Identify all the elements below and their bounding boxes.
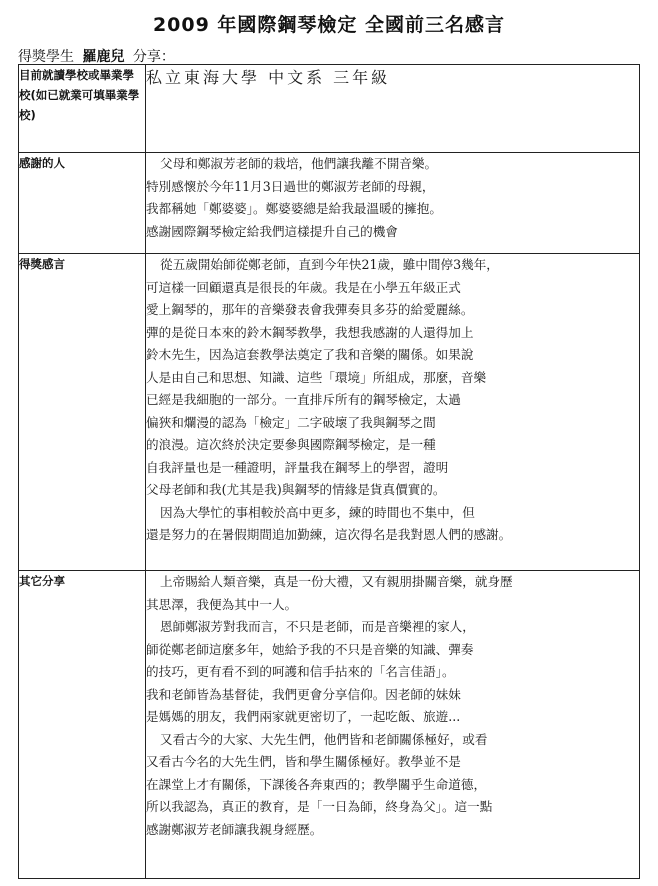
other-line: 是媽媽的朋友，我們兩家就更密切了，一起吃飯、旅遊...: [146, 709, 461, 724]
award-line: 父母老師和我(尤其是我)與鋼琴的情緣是貨真價實的。: [146, 482, 446, 497]
award-line: 可這樣一回顧還真是很長的年歲。我是在小學五年級正式: [146, 279, 461, 295]
other-line: 我和老師皆為基督徒，我們更會分享信仰。因老師的妹妹: [146, 686, 461, 702]
thanks-row: [19, 153, 640, 254]
winner-suffix: 分享：: [132, 49, 175, 65]
thanks-line: 我都稱她「鄭婆婆」。鄭婆婆總是給我最溫暖的擁抱。: [146, 201, 442, 216]
thanks-label: 感謝的人: [19, 153, 146, 254]
testimonial-form: [18, 64, 640, 879]
other-line: 所以我認為，真正的教育，是「一日為師，終身為父」。這一點: [146, 799, 493, 814]
other-line: 在課堂上才有關係，下課後各奔東西的；教學關乎生命道德，: [146, 776, 487, 792]
winner-line: [18, 46, 175, 66]
other-line: 感謝鄭淑芳老師讓我親身經歷。: [146, 821, 323, 837]
other-line: 上帝賜給人類音樂，真是一份大禮，又有親朋掛關音樂，就身歷: [160, 574, 513, 589]
other-label: 其它分享: [19, 571, 146, 879]
award-line: 人是由自己和思想、知識、這些「環境」所組成，那麼，音樂: [146, 369, 487, 385]
thanks-line: 感謝國際鋼琴檢定給我們這樣提升自己的機會: [146, 223, 398, 239]
other-line: 其思澤，我便為其中一人。: [146, 596, 298, 612]
award-line: 從五歲開始師從鄭老師，直到今年快21歲，雖中間停3幾年，: [160, 257, 499, 272]
other-row: [19, 571, 640, 879]
thanks-text: [146, 153, 640, 254]
other-text: [146, 571, 640, 879]
school-value: 私立東海大學 中文系 三年級: [146, 65, 640, 153]
award-line: 鈴木先生，因為這套教學法奠定了我和音樂的關係。如果說: [146, 347, 474, 362]
school-row: [19, 65, 640, 153]
school-label: 目前就讀學校或畢業學校(如已就業可填畢業學校): [19, 65, 146, 153]
thanks-line: 特別感懷於今年11月3日過世的鄭淑芳老師的母親，: [146, 178, 435, 194]
other-line: 又看古今的大家、大先生們，他們皆和老師關係極好，或看: [160, 731, 488, 747]
other-line: 師從鄭老師這麼多年，她給予我的不只是音樂的知識、彈奏: [146, 641, 474, 657]
award-line: 自我評量也是一種證明，評量我在鋼琴上的學習，證明: [146, 459, 449, 475]
award-line: 的浪漫。這次終於決定要參與國際鋼琴檢定，是一種: [146, 437, 436, 452]
other-line: 恩師鄭淑芳對我而言，不只是老師，而是音樂裡的家人，: [160, 619, 475, 634]
winner-name: 羅鹿兒: [82, 49, 125, 65]
award-line: 已經是我細胞的一部分。一直排斥所有的鋼琴檢定，太過: [146, 392, 461, 407]
award-line: 偏狹和爛漫的認為「檢定」二字破壞了我與鋼琴之間: [146, 414, 436, 430]
award-line: 還是努力的在暑假期間追加勤練，這次得名是我對恩人們的感謝。: [146, 527, 512, 542]
winner-label: 得獎學生: [18, 49, 74, 65]
thanks-line: 父母和鄭淑芳老師的栽培，他們讓我離不開音樂。: [160, 156, 438, 171]
award-text: [146, 254, 640, 571]
page-title: 2009 年國際鋼琴檢定 全國前三名感言: [152, 14, 506, 36]
award-line: 愛上鋼琴的，那年的音樂發表會我彈奏貝多芬的給愛麗絲。: [146, 302, 474, 317]
award-label: 得獎感言: [19, 254, 146, 571]
other-line: 的技巧，更有看不到的呵護和信手拈來的「名言佳語」。: [146, 664, 455, 679]
award-row: [19, 254, 640, 571]
award-line: 彈的是從日本來的鈴木鋼琴教學，我想我感謝的人還得加上: [146, 324, 474, 340]
award-line: 因為大學忙的事相較於高中更多，練的時間也不集中，但: [160, 504, 475, 520]
other-line: 又看古今名的大先生們，皆和學生關係極好。教學並不是: [146, 754, 461, 769]
